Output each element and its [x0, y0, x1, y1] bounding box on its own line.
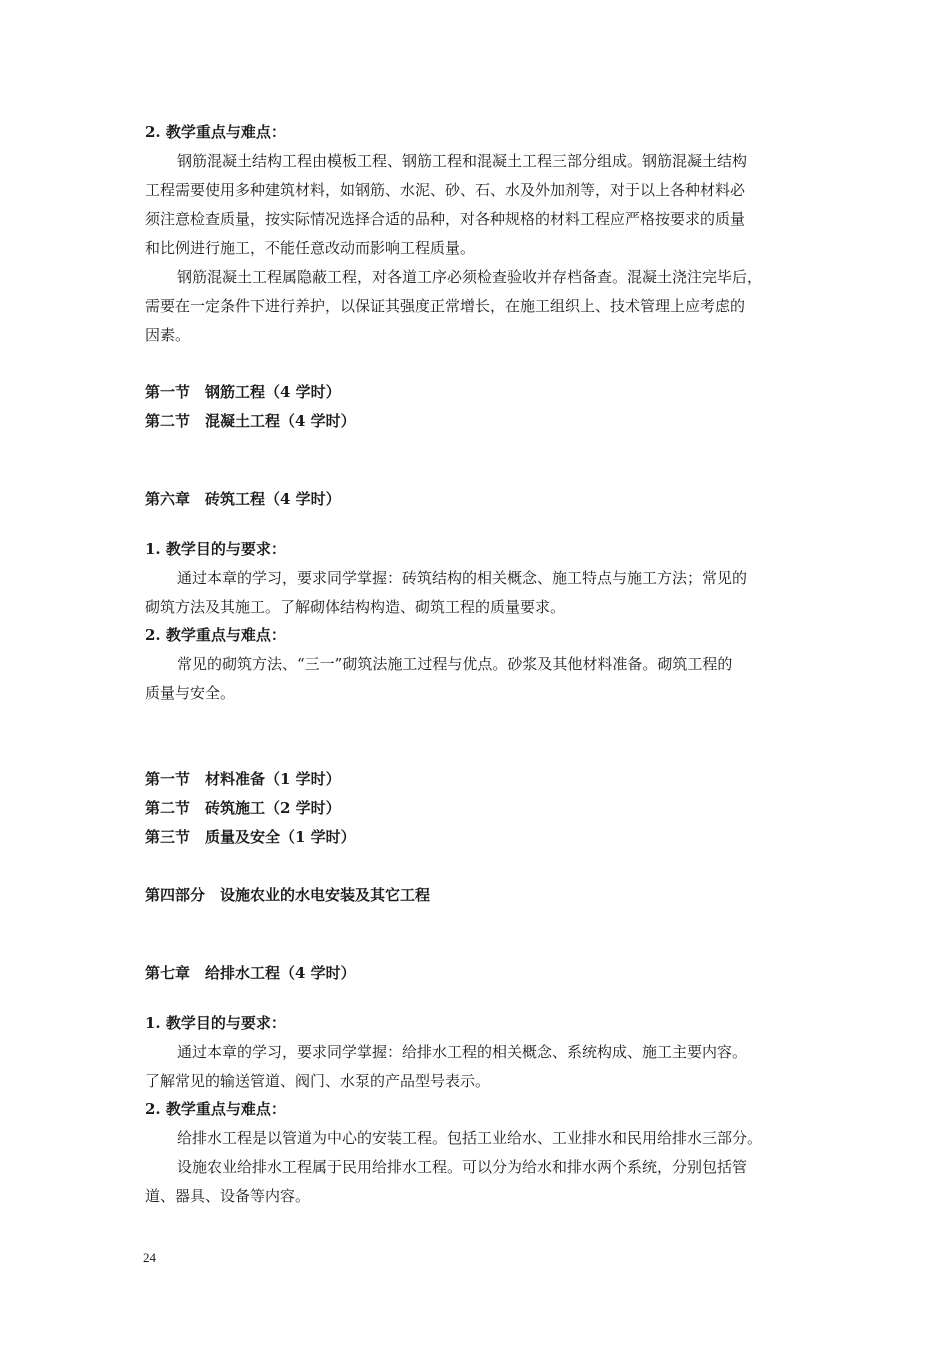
paragraph-line: 和比例进行施工，不能任意改动而影响工程质量。 [145, 239, 476, 257]
chapter-title: 第七章 给排水工程（4 学时） [145, 964, 356, 982]
section-title: 第一节 材料准备（1 学时） [145, 770, 341, 788]
section-title: 第一节 钢筋工程（4 学时） [145, 383, 341, 401]
paragraph-line: 工程需要使用多种建筑材料，如钢筋、水泥、砂、石、水及外加剂等，对于以上各种材料必 [145, 181, 746, 199]
section-title: 第二节 混凝土工程（4 学时） [145, 412, 356, 430]
goal-heading: 1. 教学目的与要求： [145, 1014, 286, 1032]
paragraph-line: 需要在一定条件下进行养护，以保证其强度正常增长，在施工组织上、技术管理上应考虑的 [145, 297, 746, 315]
chapter-title: 第六章 砖筑工程（4 学时） [145, 490, 341, 508]
paragraph-line: 给排水工程是以管道为中心的安装工程。包括工业给水、工业排水和民用给排水三部分。 [177, 1129, 763, 1147]
paragraph-line: 须注意检查质量，按实际情况选择合适的品种，对各种规格的材料工程应严格按要求的质量 [145, 210, 746, 228]
goal-heading: 1. 教学目的与要求： [145, 540, 286, 558]
paragraph-line: 因素。 [145, 326, 191, 344]
paragraph-line: 常见的砌筑方法、“三一”砌筑法施工过程与优点。砂浆及其他材料准备。砌筑工程的 [177, 655, 733, 673]
key-points-heading: 2. 教学重点与难点： [145, 1100, 286, 1118]
part-title: 第四部分 设施农业的水电安装及其它工程 [145, 886, 431, 904]
paragraph-line: 设施农业给排水工程属于民用给排水工程。可以分为给水和排水两个系统，分别包括管 [177, 1158, 748, 1176]
page-number: 24 [143, 1250, 156, 1265]
paragraph-line: 通过本章的学习，要求同学掌握：砖筑结构的相关概念、施工特点与施工方法；常见的 [177, 569, 748, 587]
paragraph-line: 砌筑方法及其施工。了解砌体结构构造、砌筑工程的质量要求。 [145, 598, 566, 616]
paragraph-line: 道、器具、设备等内容。 [145, 1187, 311, 1205]
section-title: 第三节 质量及安全（1 学时） [145, 828, 356, 846]
key-points-heading: 2. 教学重点与难点： [145, 123, 286, 141]
paragraph-line: 质量与安全。 [145, 684, 236, 702]
paragraph-line: 钢筋混凝土结构工程由模板工程、钢筋工程和混凝土工程三部分组成。钢筋混凝土结构 [177, 152, 748, 170]
paragraph-line: 钢筋混凝土工程属隐蔽工程，对各道工序必须检查验收并存档备查。混凝土浇注完毕后， [177, 268, 763, 286]
paragraph-line: 了解常见的输送管道、阀门、水泵的产品型号表示。 [145, 1072, 491, 1090]
section-title: 第二节 砖筑施工（2 学时） [145, 799, 341, 817]
paragraph-line: 通过本章的学习，要求同学掌握：给排水工程的相关概念、系统构成、施工主要内容。 [177, 1043, 748, 1061]
key-points-heading: 2. 教学重点与难点： [145, 626, 286, 644]
